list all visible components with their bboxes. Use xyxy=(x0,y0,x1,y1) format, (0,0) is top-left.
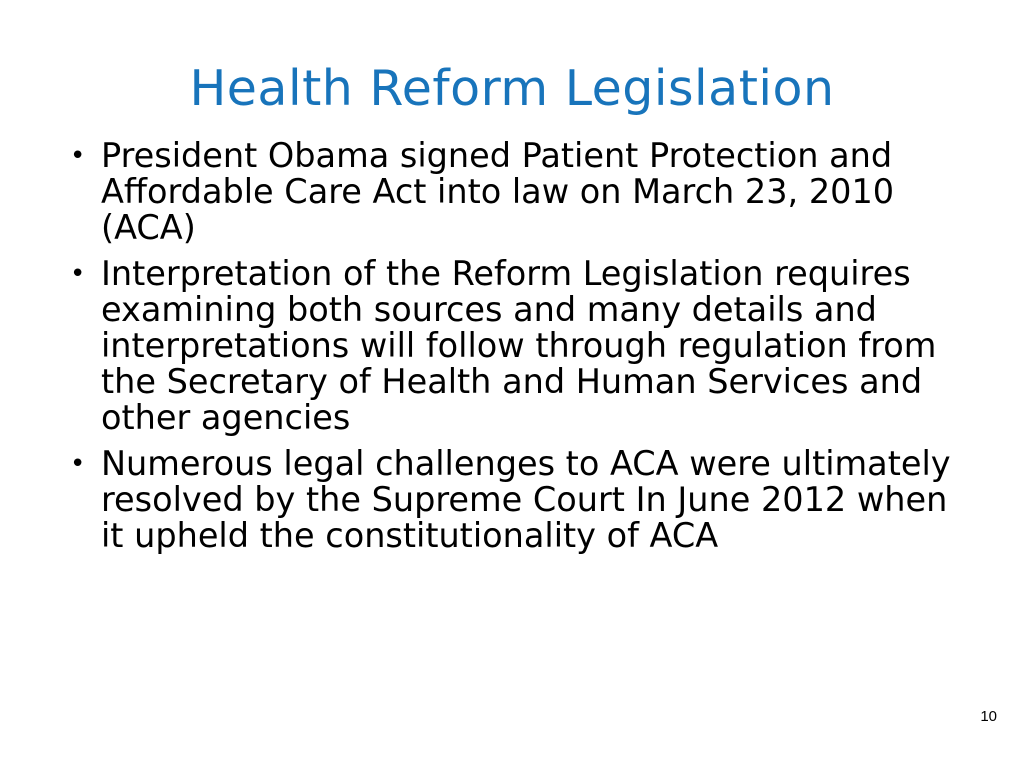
page-number: 10 xyxy=(980,708,997,725)
bullet-list xyxy=(68,138,968,564)
bullet-marker: • xyxy=(70,259,86,289)
bullet-marker: • xyxy=(70,141,86,171)
bullet-text: President Obama signed Patient Protection and Affordable Care Act into law on March 23, 2010 (ACA) xyxy=(101,136,895,247)
bullet-item-interpretation xyxy=(68,256,968,436)
bullet-marker: • xyxy=(70,449,86,479)
bullet-text: Numerous legal challenges to ACA were ultimately resolved by the Supreme Court In June 2012 when it upheld the constitutionality of ACA xyxy=(101,444,951,555)
bullet-item-aca-signed xyxy=(68,138,968,246)
bullet-item-legal-challenges xyxy=(68,446,968,554)
bullet-text: Interpretation of the Reform Legislation requires examining both sources and many details and interpretations will follow through regulation from the Secretary of Health and Human Services and other agencies xyxy=(101,254,937,437)
slide-title: Health Reform Legislation xyxy=(189,59,835,117)
